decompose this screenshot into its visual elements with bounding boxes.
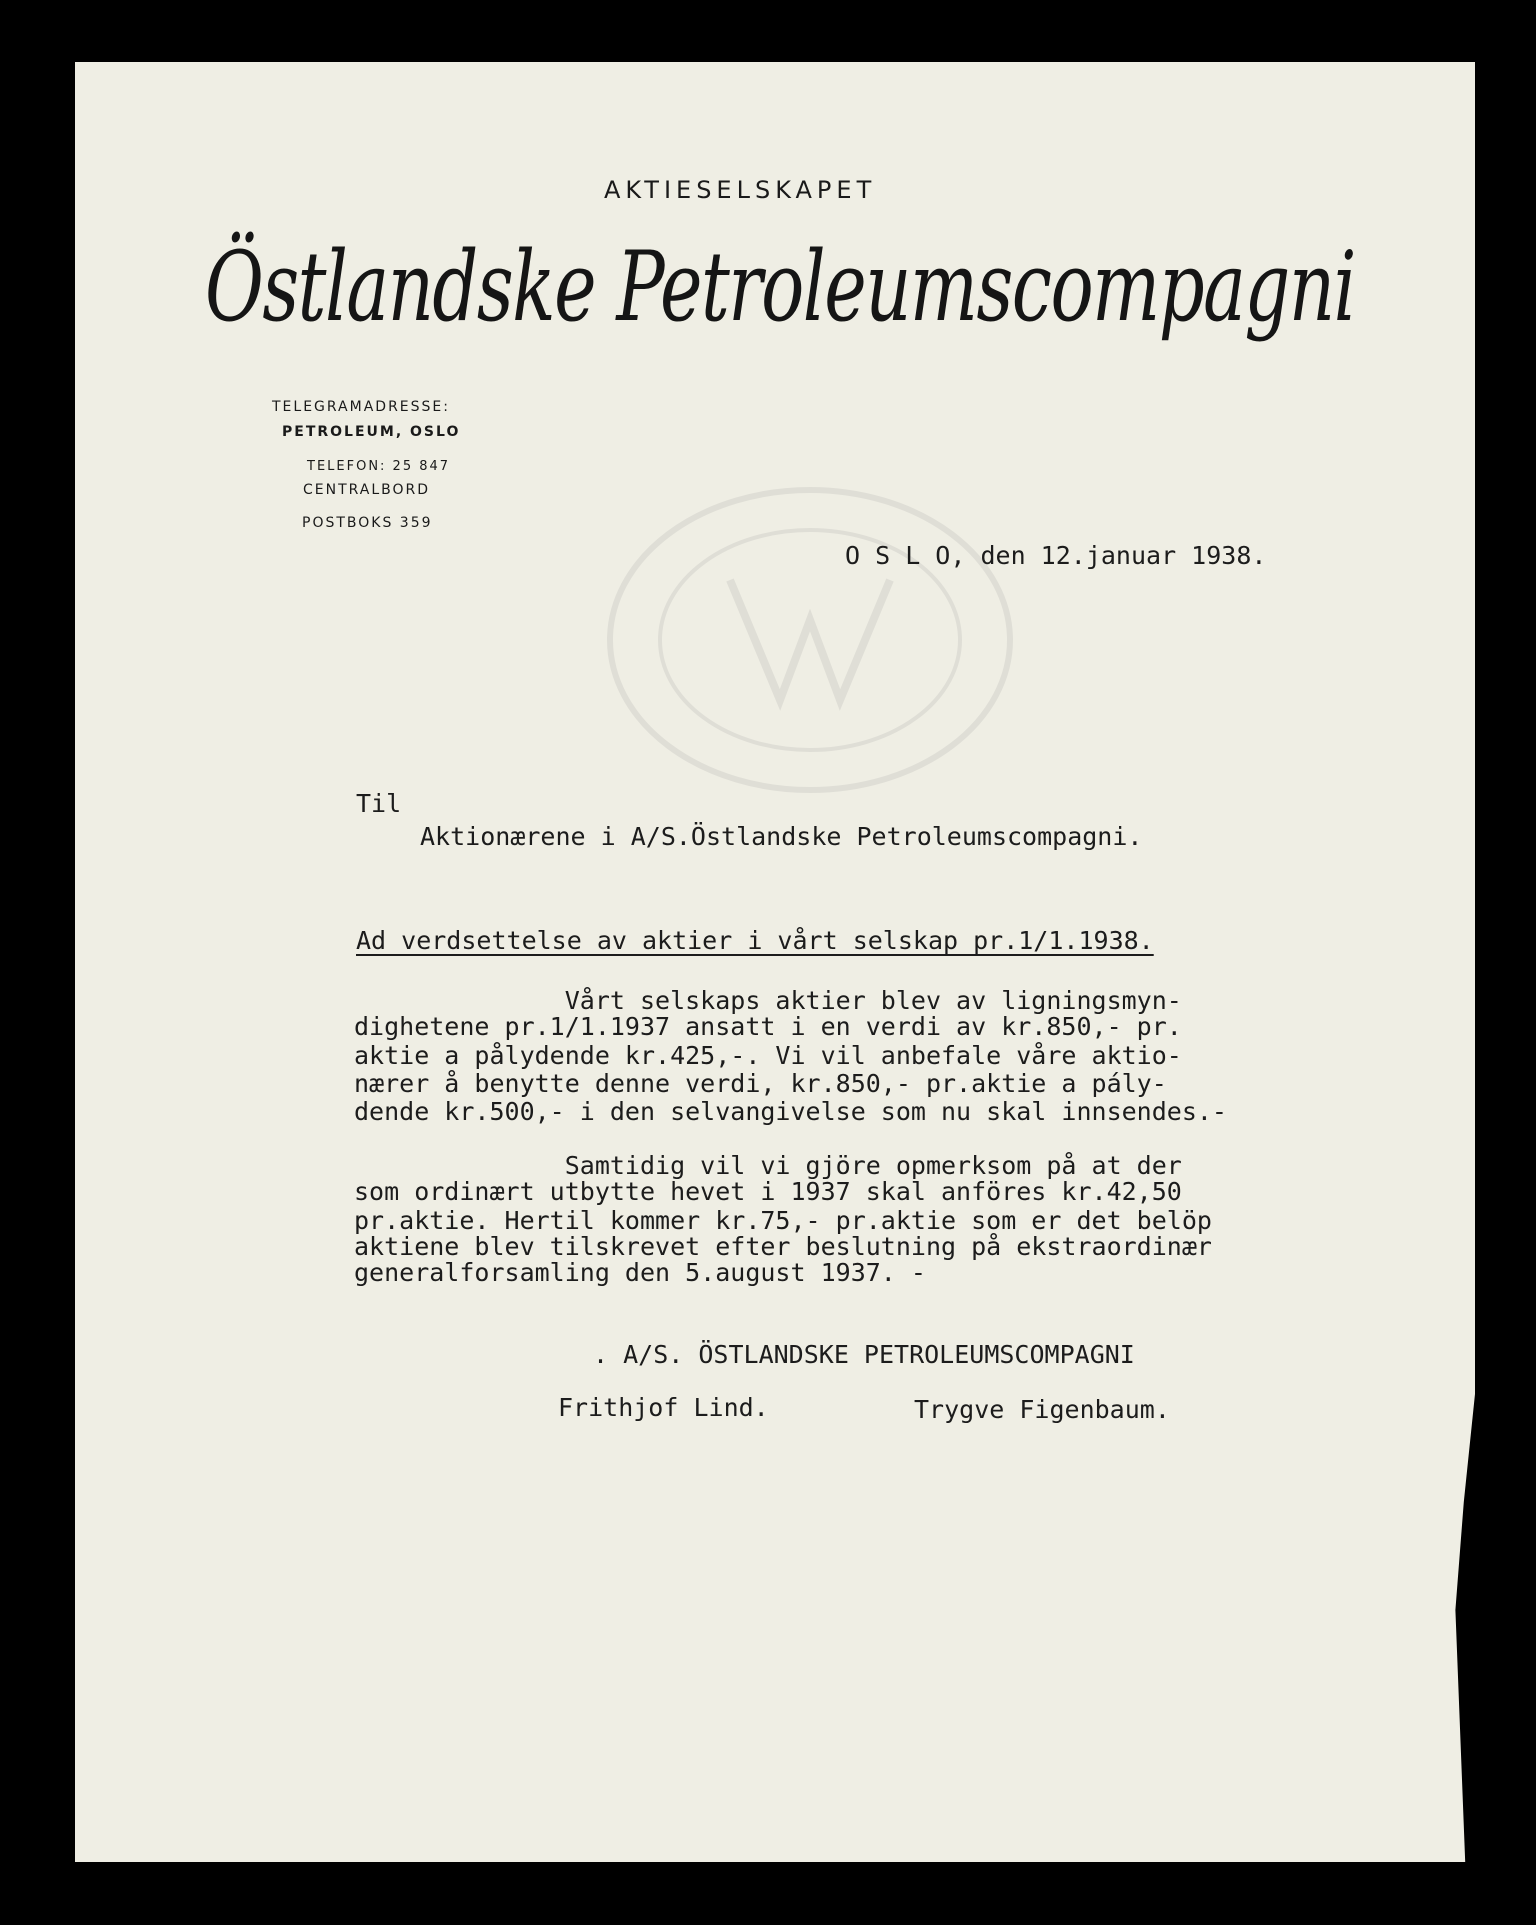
postbox-line: POSTBOKS 359 bbox=[302, 515, 433, 531]
paragraph1-line: nærer å benytte denne verdi, kr.850,- pr.aktie a pály- bbox=[354, 1069, 1167, 1098]
paragraph2-line: aktiene blev tilskrevet efter beslutning på ekstraordinær bbox=[354, 1232, 1212, 1261]
paragraph1-line: Vårt selskaps aktier blev av ligningsmyn- bbox=[354, 986, 1182, 1015]
paragraph1-line: dende kr.500,- i den selvangivelse som nu skal innsendes.- bbox=[354, 1097, 1227, 1126]
paragraph1-line: aktie a pålydende kr.425,-. Vi vil anbefale våre aktio- bbox=[354, 1041, 1182, 1070]
telegram-address: PETROLEUM, OSLO bbox=[282, 424, 461, 440]
paragraph2-line: generalforsamling den 5.august 1937. - bbox=[354, 1258, 926, 1287]
central-line: CENTRALBORD bbox=[303, 482, 431, 498]
faint-seal-stamp bbox=[580, 470, 1040, 810]
paragraph1-line: dighetene pr.1/1.1937 ansatt i en verdi av kr.850,- pr. bbox=[354, 1012, 1182, 1041]
til-label: Til bbox=[356, 789, 402, 818]
subject-line: Ad verdsettelse av aktier i vårt selskap pr.1/1.1938. bbox=[356, 926, 1154, 955]
addressee: Aktionærene i A/S.Östlandske Petroleumscompagni. bbox=[420, 822, 1143, 851]
paragraph2-line: pr.aktie. Hertil kommer kr.75,- pr.aktie som er det belöp bbox=[354, 1206, 1212, 1235]
paragraph2-line: som ordinært utbytte hevet i 1937 skal anföres kr.42,50 bbox=[354, 1177, 1182, 1206]
company-form-heading: AKTIESELSKAPET bbox=[604, 176, 877, 204]
phone-line: TELEFON: 25 847 bbox=[307, 459, 451, 474]
dateline: O S L O, den 12.januar 1938. bbox=[845, 541, 1267, 570]
company-signature: . A/S. ÖSTLANDSKE PETROLEUMSCOMPAGNI bbox=[593, 1340, 1135, 1369]
signer-frithjof-lind: Frithjof Lind. bbox=[558, 1393, 769, 1422]
telegram-label: TELEGRAMADRESSE: bbox=[272, 399, 450, 415]
paragraph2-line: Samtidig vil vi gjöre opmerksom på at der bbox=[354, 1151, 1182, 1180]
signer-trygve-figenbaum: Trygve Figenbaum. bbox=[914, 1395, 1170, 1424]
company-script-logo bbox=[195, 212, 1375, 382]
company-name-script: Östlandske Petroleumscompagni bbox=[205, 231, 1355, 343]
